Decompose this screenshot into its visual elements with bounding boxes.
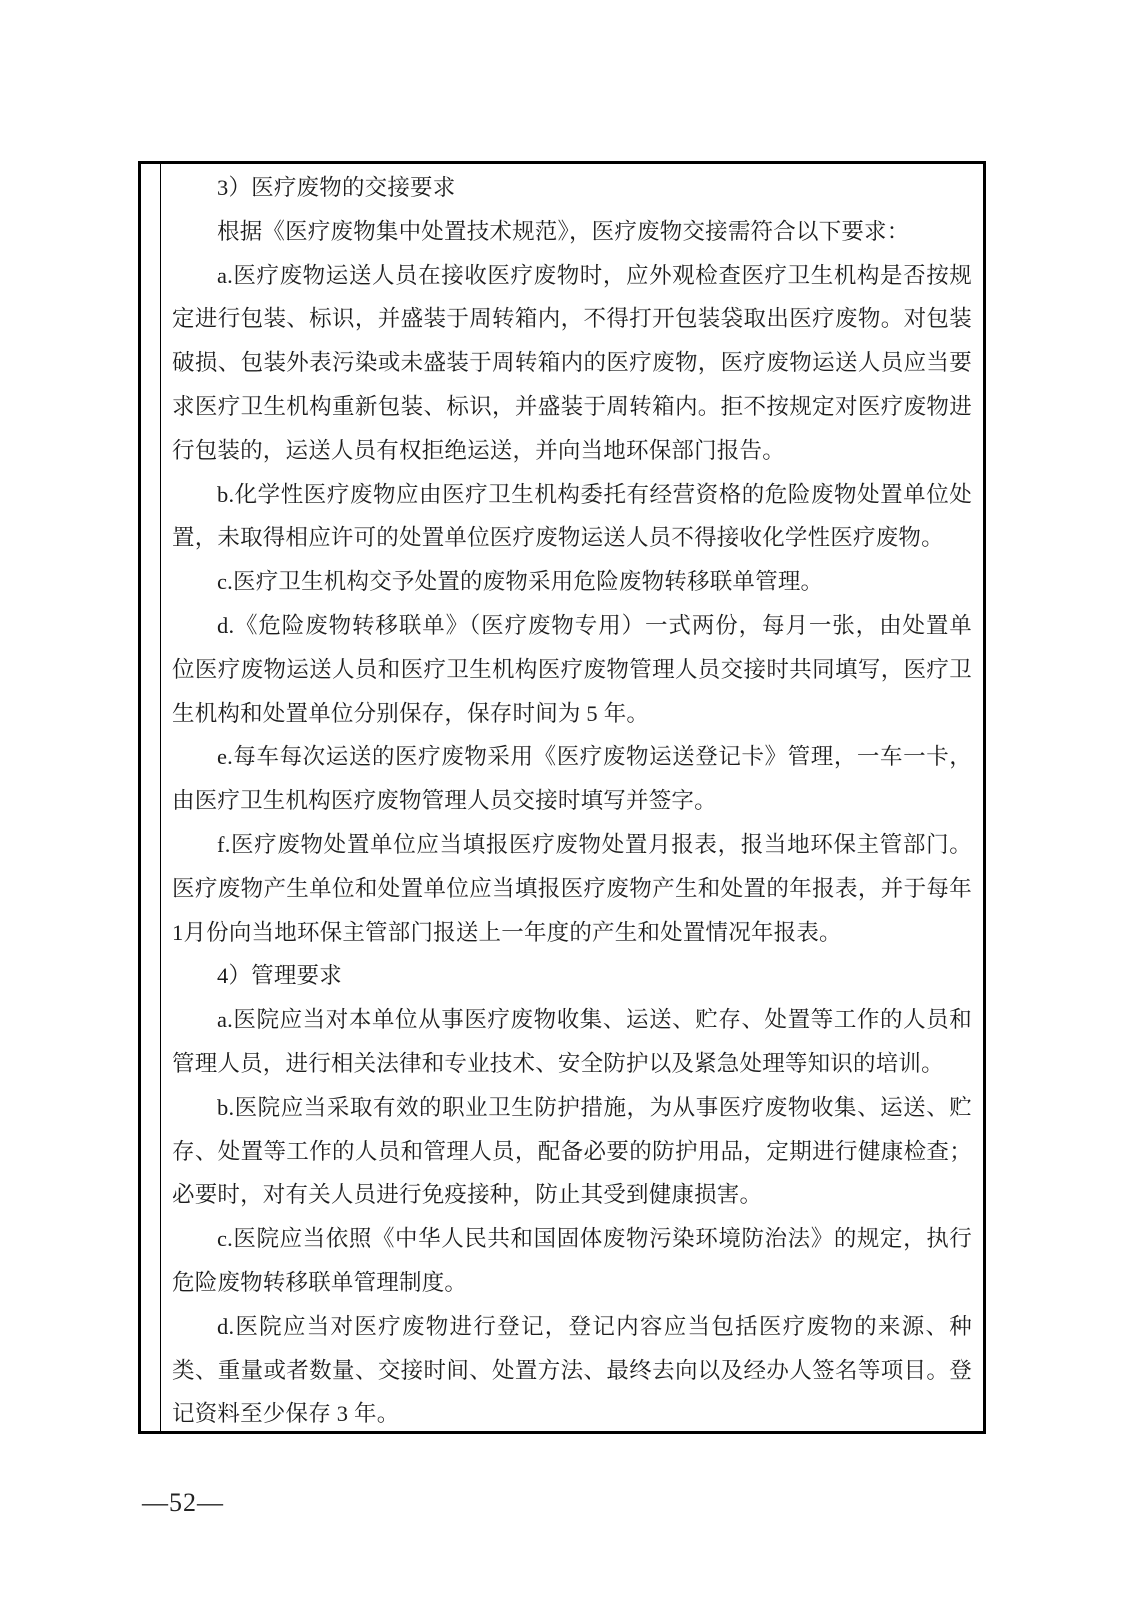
paragraph-item-c: c.医疗卫生机构交予处置的废物采用危险废物转移联单管理。	[217, 569, 824, 595]
paragraph-item-e: e.每车每次运送的医疗废物采用《医疗废物运送登记卡》管理，一车一卡，由医疗卫生机构医疗废物管理人员交接时填写并签字。	[172, 744, 972, 814]
paragraph-mgmt-item-b: b.医院应当采取有效的职业卫生防护措施，为从事医疗废物收集、运送、贮存、处置等工作的人员和管理人员，配备必要的防护用品，定期进行健康检查；必要时，对有关人员进行免疫接种，防止其受到健康损害。	[172, 1094, 972, 1208]
table-left-gutter-cell	[141, 164, 161, 1431]
page-number: —52—	[142, 1488, 224, 1517]
paragraph-section-4-heading: 4）管理要求	[217, 963, 342, 989]
paragraph-item-d: d.《危险废物转移联单》（医疗废物专用）一式两份，每月一张，由处置单位医疗废物运送人员和医疗卫生机构医疗废物管理人员交接时共同填写，医疗卫生机构和处置单位分别保存，保存时间为 5 年。	[172, 612, 972, 726]
paragraph-mgmt-item-a: a.医院应当对本单位从事医疗废物收集、运送、贮存、处置等工作的人员和管理人员，进行相关法律和专业技术、安全防护以及紧急处理等知识的培训。	[172, 1007, 972, 1076]
paragraph-section-3-heading: 3）医疗废物的交接要求	[217, 175, 456, 200]
paragraph-mgmt-item-d: d.医院应当对医疗废物进行登记，登记内容应当包括医疗废物的来源、种类、重量或者数量、交接时间、处置方法、最终去向以及经办人签名等项目。登记资料至少保存 3 年。	[172, 1313, 972, 1427]
paragraph-item-f: f.医疗废物处置单位应当填报医疗废物处置月报表，报当地环保主管部门。医疗废物产生单位和处置单位应当填报医疗废物产生和处置的年报表，并于每年 1月份向当地环保主管部门报送上一年度的产生和处置情况年报表。	[172, 831, 972, 945]
paragraph-mgmt-item-c: c.医院应当依照《中华人民共和国固体废物污染环境防治法》的规定，执行危险废物转移联单管理制度。	[172, 1226, 972, 1295]
content-table	[138, 161, 986, 1434]
paragraph-item-a: a.医疗废物运送人员在接收医疗废物时，应外观检查医疗卫生机构是否按规定进行包装、标识，并盛装于周转箱内，不得打开包装袋取出医疗废物。对包装破损、包装外表污染或未盛装于周转箱内的医疗废物，医疗废物运送人员应当要求医疗卫生机构重新包装、标识，并盛装于周转箱内。拒不按规定对医疗废物进行包装的，运送人员有权拒绝运送，并向当地环保部门报告。	[172, 262, 972, 463]
paragraph-item-b: b.化学性医疗废物应由医疗卫生机构委托有经营资格的危险废物处置单位处置，未取得相应许可的处置单位医疗废物运送人员不得接收化学性医疗废物。	[172, 481, 972, 551]
paragraph-intro: 根据《医疗废物集中处置技术规范》，医疗废物交接需符合以下要求：	[217, 218, 910, 244]
table-content-cell	[161, 164, 983, 1431]
